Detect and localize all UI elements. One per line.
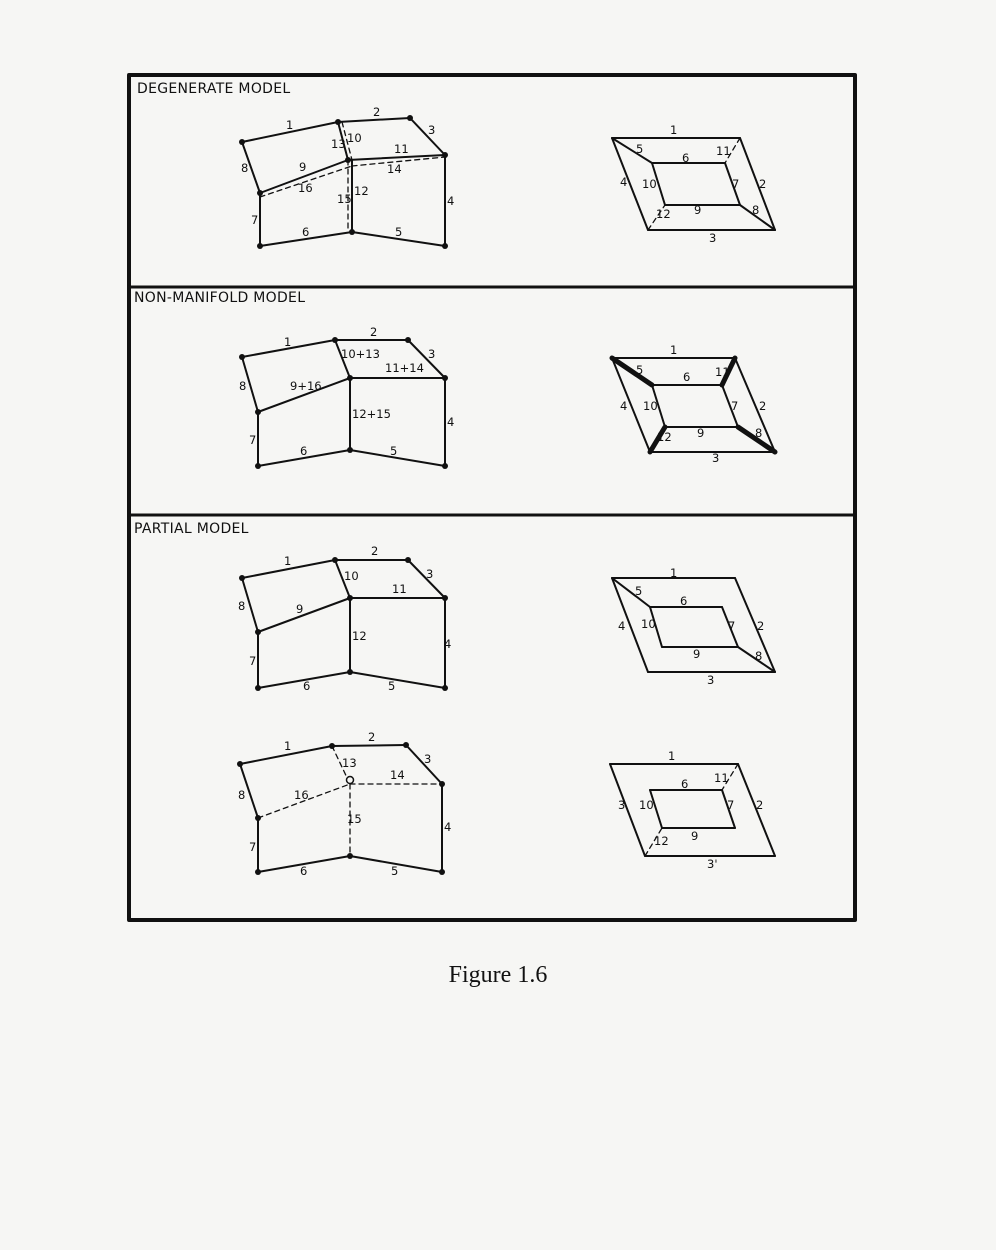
edge-label: 4 xyxy=(444,820,452,834)
section-title-partial: PARTIAL MODEL xyxy=(134,521,249,537)
edge-label: 6 xyxy=(683,370,691,384)
edge-label: 8 xyxy=(755,426,763,440)
edge-label: 5 xyxy=(390,444,398,458)
edge-label: 4 xyxy=(618,619,626,633)
edge-label: 2 xyxy=(373,105,381,119)
edge-label: 6 xyxy=(303,679,311,693)
edge-label: 9 xyxy=(296,602,304,616)
edge-label: 14 xyxy=(387,162,402,176)
edge-label: 1 xyxy=(670,343,678,357)
edge-label: 4 xyxy=(620,175,628,189)
edge-label: 16 xyxy=(294,788,309,802)
edge-label: 8 xyxy=(241,161,249,175)
edge-label: 2 xyxy=(370,325,378,339)
edge-label: 5 xyxy=(395,225,403,239)
edge-label: 6 xyxy=(302,225,310,239)
section-title-degenerate: DEGENERATE MODEL xyxy=(137,81,291,97)
edge-label: 3 xyxy=(709,231,717,245)
edge-label: 3 xyxy=(424,752,432,766)
edge-label: 10+13 xyxy=(341,347,380,361)
edge-label: 8 xyxy=(238,599,246,613)
edge-label: 3 xyxy=(618,798,626,812)
edge-label: 8 xyxy=(238,788,246,802)
edge-label: 7 xyxy=(732,177,740,191)
edge-label: 6 xyxy=(300,864,308,878)
edge-label: 1 xyxy=(286,118,294,132)
edge-label: 3 xyxy=(712,451,720,465)
edge-label: 5 xyxy=(391,864,399,878)
edge-label: 7 xyxy=(731,399,739,413)
edge-label: 6 xyxy=(682,151,690,165)
edge-label: 11 xyxy=(715,365,730,379)
edge-label: 1 xyxy=(668,749,676,763)
edge-label: 6 xyxy=(681,777,689,791)
edge-label: 2 xyxy=(756,798,764,812)
edge-label: 10 xyxy=(642,177,657,191)
edge-label: 10 xyxy=(643,399,658,413)
edge-label: 10 xyxy=(344,569,359,583)
edge-label: 1 xyxy=(284,554,292,568)
edge-label: 5 xyxy=(635,584,643,598)
edge-label: 11 xyxy=(716,144,731,158)
edge-label: 7 xyxy=(728,619,736,633)
edge-label: 9 xyxy=(697,426,705,440)
edge-label: 11+14 xyxy=(385,361,424,375)
edge-label: 10 xyxy=(639,798,654,812)
edge-label: 9+16 xyxy=(290,379,322,393)
edge-label: 5 xyxy=(388,679,396,693)
edge-label: 1 xyxy=(670,566,678,580)
edge-label: 8 xyxy=(752,203,760,217)
edge-label: 7 xyxy=(251,213,259,227)
edge-label: 4 xyxy=(620,399,628,413)
figure-caption: Figure 1.6 xyxy=(448,962,548,988)
edge-label: 12 xyxy=(354,184,369,198)
edge-label: 9 xyxy=(693,647,701,661)
edge-label: 10 xyxy=(347,131,362,145)
edge-label: 3' xyxy=(707,857,718,871)
edge-label: 8 xyxy=(239,379,247,393)
edge-label: 12 xyxy=(657,430,672,444)
section-title-nonmanifold: NON-MANIFOLD MODEL xyxy=(134,290,306,306)
edge-label: 5 xyxy=(636,142,644,156)
edge-label: 7 xyxy=(249,433,257,447)
edge-label: 1 xyxy=(670,123,678,137)
edge-label: 2 xyxy=(757,619,765,633)
edge-label: 4 xyxy=(444,637,452,651)
edge-label: 11 xyxy=(392,582,407,596)
edge-label: 9 xyxy=(299,160,307,174)
edge-label: 2 xyxy=(371,544,379,558)
edge-label: 2 xyxy=(759,399,767,413)
edge-label: 4 xyxy=(447,194,455,208)
edge-label: 12 xyxy=(654,834,669,848)
edge-label: 7 xyxy=(249,654,257,668)
edge-label: 10 xyxy=(641,617,656,631)
edge-label: 6 xyxy=(300,444,308,458)
edge-label: 3 xyxy=(428,123,436,137)
partial-solid-b-open-vertex xyxy=(347,777,354,784)
edge-label: 14 xyxy=(390,768,405,782)
edge-label: 1 xyxy=(284,335,292,349)
partial-solid-b-vertices xyxy=(237,742,445,875)
edge-label: 3 xyxy=(426,567,434,581)
edge-label: 15 xyxy=(337,192,352,206)
edge-label: 15 xyxy=(347,812,362,826)
edge-label: 2 xyxy=(368,730,376,744)
edge-label: 12 xyxy=(352,629,367,643)
edge-label: 3 xyxy=(707,673,715,687)
edge-label: 6 xyxy=(680,594,688,608)
edge-label: 5 xyxy=(636,363,644,377)
edge-label: 9 xyxy=(694,203,702,217)
edge-label: 9 xyxy=(691,829,699,843)
edge-label: 7 xyxy=(727,798,735,812)
edge-label: 1 xyxy=(284,739,292,753)
edge-label: 2 xyxy=(759,177,767,191)
edge-label: 12+15 xyxy=(352,407,391,421)
edge-label: 13 xyxy=(342,756,357,770)
edge-label: 3 xyxy=(428,347,436,361)
edge-label: 7 xyxy=(249,840,257,854)
edge-label: 11 xyxy=(394,142,409,156)
edge-label: 11 xyxy=(714,771,729,785)
edge-label: 8 xyxy=(755,649,763,663)
edge-label: 16 xyxy=(298,181,313,195)
edge-label: 4 xyxy=(447,415,455,429)
edge-label: 13 xyxy=(331,137,346,151)
edge-label: 12 xyxy=(656,207,671,221)
